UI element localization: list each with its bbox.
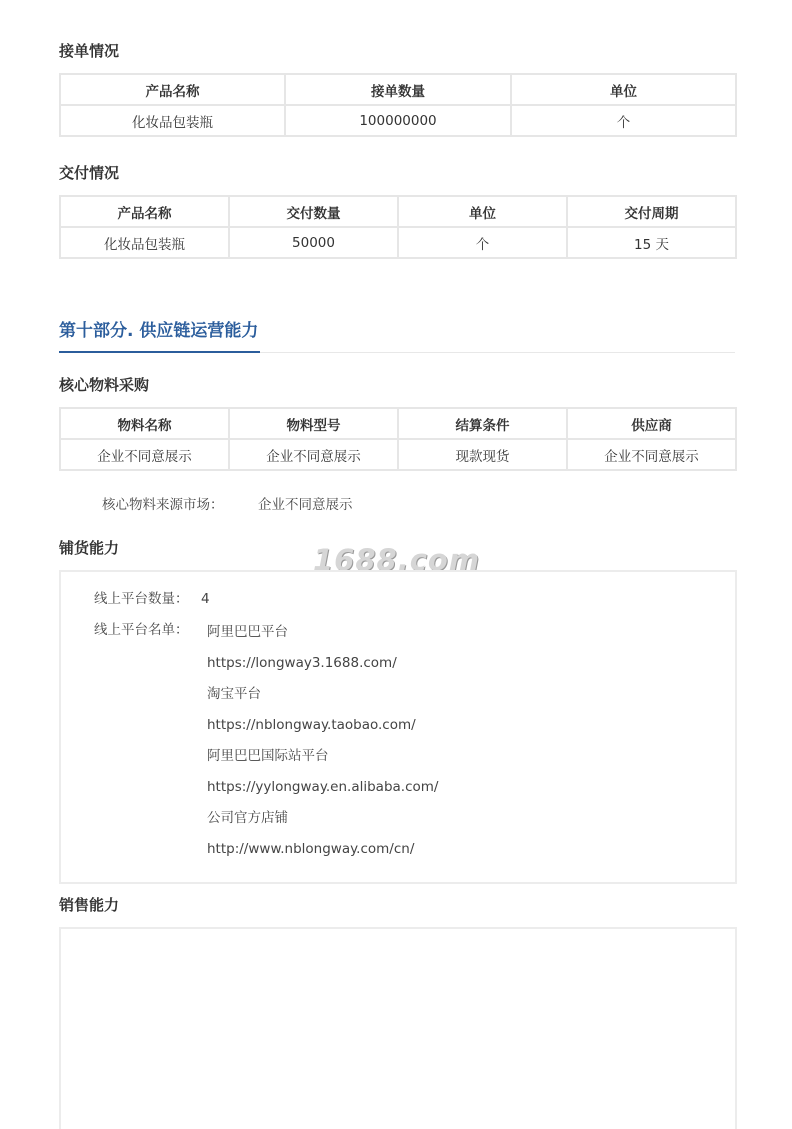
col-supplier: 供应商	[567, 408, 736, 439]
list-item: https://yylongway.en.alibaba.com/	[207, 779, 439, 795]
platform-list	[207, 622, 438, 870]
cell-delivery-cycle: 15 天	[567, 227, 736, 258]
cell-material-model: 企业不同意展示	[229, 439, 398, 470]
col-delivery-cycle: 交付周期	[567, 196, 736, 227]
cell-delivery-qty: 50000	[229, 227, 398, 258]
list-item: 公司官方店铺	[207, 810, 288, 826]
table-row	[60, 227, 736, 258]
col-material-model: 物料型号	[229, 408, 398, 439]
delivery-table	[59, 195, 737, 259]
cell-unit: 个	[398, 227, 567, 258]
materials-table	[59, 407, 737, 471]
watermark-logo: 1688.com	[313, 543, 481, 577]
materials-heading: 核心物料采购	[59, 376, 150, 394]
table-header-row	[60, 408, 736, 439]
list-item: http://www.nblongway.com/cn/	[207, 841, 415, 857]
platform-count-value: 4	[201, 591, 210, 607]
table-row	[60, 439, 736, 470]
list-item: https://nblongway.taobao.com/	[207, 717, 416, 733]
section-title-text: 第十部分. 供应链运营能力	[59, 318, 260, 353]
section-title	[59, 318, 735, 353]
platform-count-label: 线上平台数量：	[94, 591, 189, 607]
source-market-value: 企业不同意展示	[258, 497, 353, 513]
source-market-label: 核心物料来源市场：	[102, 497, 224, 513]
distribution-panel	[59, 570, 737, 884]
col-delivery-qty: 交付数量	[229, 196, 398, 227]
cell-unit: 个	[511, 105, 736, 136]
delivery-heading: 交付情况	[59, 164, 120, 182]
table-header-row	[60, 74, 736, 105]
sales-heading: 销售能力	[59, 896, 120, 914]
table-header-row	[60, 196, 736, 227]
list-item: 阿里巴巴平台	[207, 624, 288, 640]
col-order-qty: 接单数量	[285, 74, 511, 105]
cell-product-name: 化妆品包装瓶	[60, 227, 229, 258]
col-unit: 单位	[398, 196, 567, 227]
list-item: 阿里巴巴国际站平台	[207, 748, 329, 764]
orders-heading: 接单情况	[59, 42, 120, 60]
col-unit: 单位	[511, 74, 736, 105]
orders-table	[59, 73, 737, 137]
platform-list-label: 线上平台名单：	[94, 622, 189, 638]
cell-product-name: 化妆品包装瓶	[60, 105, 285, 136]
cell-supplier: 企业不同意展示	[567, 439, 736, 470]
list-item: 淘宝平台	[207, 686, 261, 702]
sales-panel	[59, 927, 737, 1129]
cell-order-qty: 100000000	[285, 105, 511, 136]
distribution-heading: 铺货能力	[59, 539, 120, 557]
list-item: https://longway3.1688.com/	[207, 655, 397, 671]
cell-settlement: 现款现货	[398, 439, 567, 470]
col-material-name: 物料名称	[60, 408, 229, 439]
col-product-name: 产品名称	[60, 196, 229, 227]
col-product-name: 产品名称	[60, 74, 285, 105]
col-settlement: 结算条件	[398, 408, 567, 439]
table-row	[60, 105, 736, 136]
cell-material-name: 企业不同意展示	[60, 439, 229, 470]
